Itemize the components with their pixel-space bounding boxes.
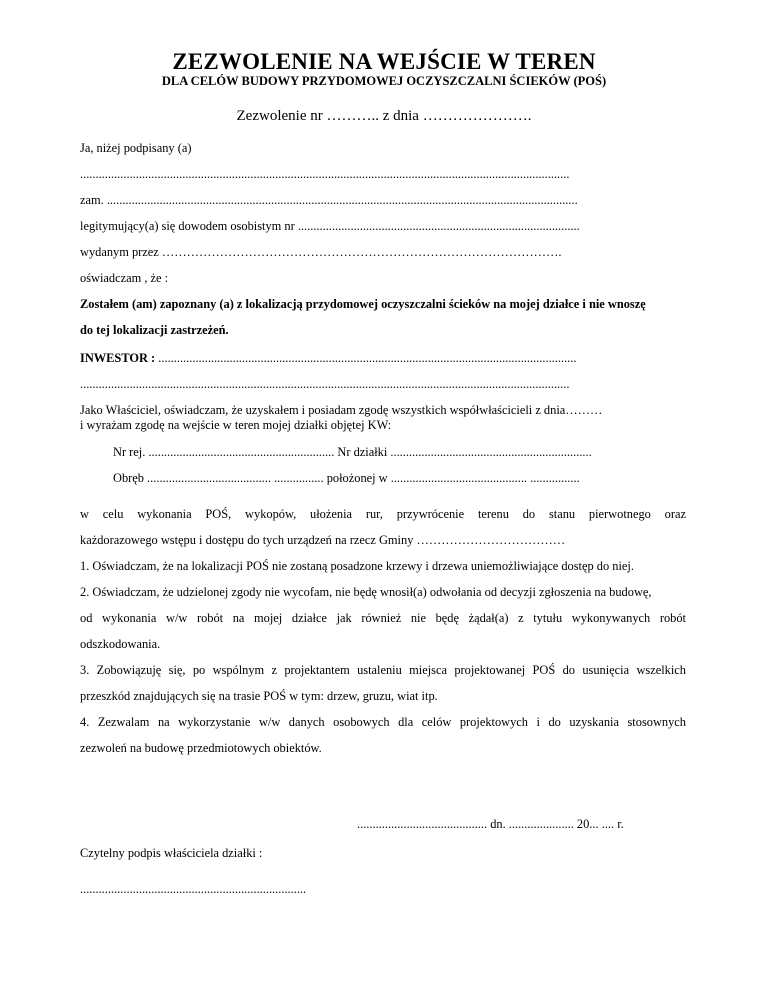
- clause-3-line-1: 3. Zobowiązuję się, po wspólnym z projektantem ustaleniu miejsca projektowanej POŚ do usunięcia wszelkich: [80, 663, 686, 677]
- signature-field: .........................................................................: [80, 882, 307, 896]
- name-field: ..............................................................................................................................................................: [80, 167, 570, 181]
- purpose-line-1: w celu wykonania POŚ, wykopów, ułożenia rur, przywrócenie terenu do stanu pierwotnego oraz: [80, 507, 686, 521]
- address-field: zam. ........................................................................................................................................................: [80, 193, 578, 207]
- statement-line-1: Zostałem (am) zapoznany (a) z lokalizacją przydomowej oczyszczalni ścieków na mojej działce i nie wnoszę: [80, 297, 646, 311]
- clause-2-line-2: od wykonania w/w robót na mojej działce jak również nie będę żądał(a) z tytułu wykonywanych robót: [80, 611, 686, 625]
- statement-line-2: do tej lokalizacji zastrzeżeń.: [80, 323, 229, 337]
- precinct-location-line: Obręb ........................................ ................ położonej w ............................................ ................: [113, 471, 580, 485]
- investor-label: INWESTOR :: [80, 351, 156, 365]
- issued-by-field: wydanym przez …………………………………………………………………………………….: [80, 245, 562, 259]
- undersigned-label: Ja, niżej podpisany (a): [80, 141, 192, 155]
- date-field: .......................................... dn. ..................... 20... .... r.: [357, 817, 624, 831]
- signature-label: Czytelny podpis właściciela działki :: [80, 846, 263, 860]
- clause-4-line-2: zezwoleń na budowę przedmiotowych obiektów.: [80, 741, 322, 755]
- investor-row: [80, 351, 576, 366]
- owner-consent-line-2: i wyrażam zgodę na wejście w teren mojej działki objętej KW:: [80, 418, 392, 432]
- declare-label: oświadczam , że :: [80, 271, 169, 285]
- clause-1: 1. Oświadczam, że na lokalizacji POŚ nie zostaną posadzone krzewy i drzewa uniemożliwiające dostęp do niej.: [80, 559, 634, 573]
- document-subtitle: DLA CELÓW BUDOWY PRZYDOMOWEJ OCZYSZCZALNI ŚCIEKÓW (POŚ): [161, 74, 607, 88]
- document-title: ZEZWOLENIE NA WEJŚCIE W TEREN: [172, 49, 596, 74]
- clause-2-line-3: odszkodowania.: [80, 637, 161, 651]
- clause-4-line-1: 4. Zezwalam na wykorzystanie w/w danych osobowych dla celów projektowych i do uzyskania stosownych: [80, 715, 686, 729]
- owner-consent-line-1: Jako Właściciel, oświadczam, że uzyskałem i posiadam zgodę wszystkich współwłaścicieli z dnia………: [80, 403, 603, 417]
- permit-number-line: Zezwolenie nr ……….. z dnia ………………….: [236, 108, 532, 124]
- clause-2-line-1: 2. Oświadczam, że udzielonej zgody nie wycofam, nie będę wnosił(a) odwołania od decyzji zgłoszenia na budowę,: [80, 585, 652, 599]
- purpose-line-2: każdorazowego wstępu i dostępu do tych urządzeń na rzecz Gminy ………………………………: [80, 533, 566, 547]
- investor-field-line-2: ..............................................................................................................................................................: [80, 377, 570, 391]
- id-card-field: legitymujący(a) się dowodem osobistym nr ...........................................................................................: [80, 219, 580, 233]
- investor-field: .......................................................................................................................................: [155, 351, 577, 365]
- clause-3-line-2: przeszkód znajdujących się na trasie POŚ w tym: drzew, gruzu, wiat itp.: [80, 689, 438, 703]
- registry-parcel-line: Nr rej. ............................................................ Nr działki .................................................................: [113, 445, 592, 459]
